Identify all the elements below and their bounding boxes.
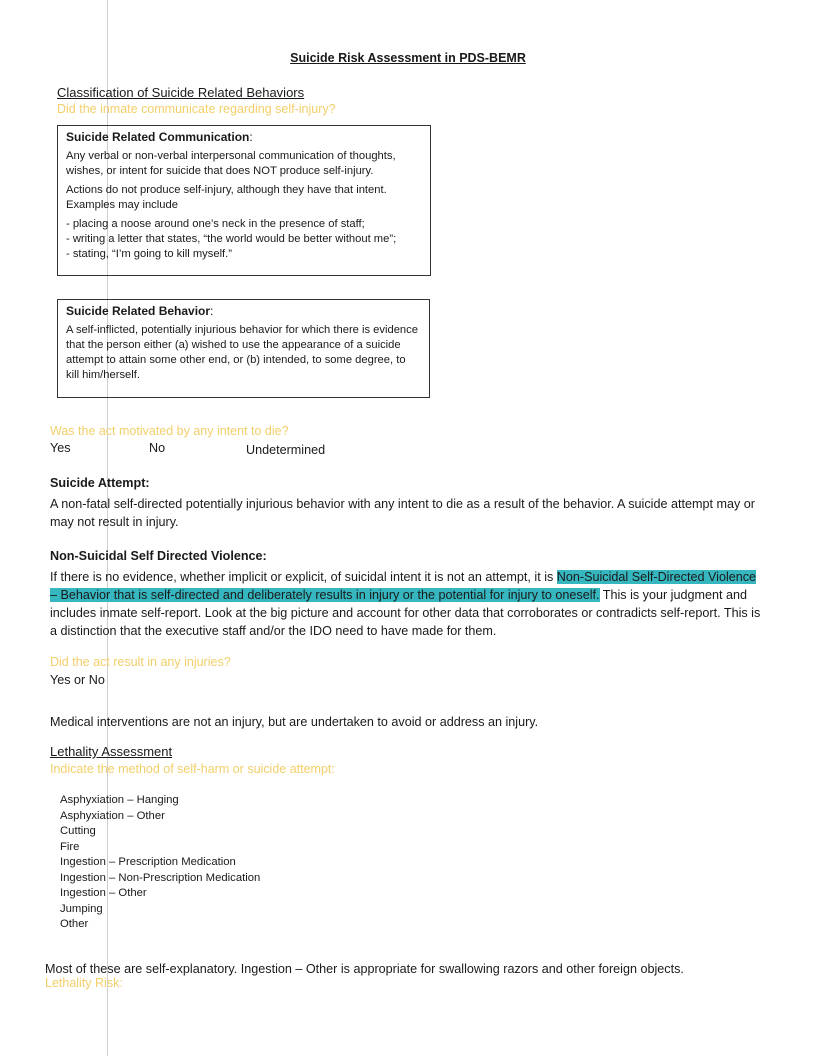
example-item: - writing a letter that states, “the world would be better without me”; xyxy=(66,233,397,245)
highlighted-definition: Non-Suicidal Self-Directed Violence – Behavior that is self-directed and deliberately results in injury or the potential for injury to oneself. xyxy=(50,570,757,602)
prompt-communicate: Did the inmate communicate regarding self-injury? xyxy=(57,102,336,116)
suicide-attempt-body: A non-fatal self-directed potentially injurious behavior with any intent to die as a result of the behavior. A suicide attempt may or may not result in injury. xyxy=(50,497,755,529)
box-definition: A self-inflicted, potentially injurious behavior for which there is evidence that the person either (a) wished to use the appearance of a suicide attempt to attain some other end, or (b) intended, to some degree, to kill him/herself. xyxy=(66,324,418,381)
classification-heading: Classification of Suicide Related Behaviors xyxy=(57,85,305,100)
nssdv-heading: Non-Suicidal Self Directed Violence: xyxy=(50,549,267,563)
method-item: Ingestion – Other xyxy=(60,887,147,899)
example-item: - stating, “I’m going to kill myself.” xyxy=(66,248,232,260)
box-actions: Actions do not produce self-injury, although they have that intent. Examples may include xyxy=(66,184,387,211)
box-heading: Suicide Related Communication: xyxy=(66,130,253,144)
injury-answer: Yes or No xyxy=(50,673,105,687)
medical-note: Medical interventions are not an injury, but are undertaken to avoid or address an injury. xyxy=(50,715,539,729)
page-title: Suicide Risk Assessment in PDS-BEMR xyxy=(290,51,526,65)
box-definition: Any verbal or non-verbal interpersonal communication of thoughts, wishes, or intent for suicide that does NOT produce self-injury. xyxy=(66,150,396,177)
option-yes: Yes xyxy=(50,441,71,455)
method-item: Cutting xyxy=(60,825,96,837)
box-heading: Suicide Related Behavior: xyxy=(66,304,214,318)
suicide-related-behavior-box xyxy=(57,299,430,398)
method-item: Asphyxiation – Other xyxy=(60,809,165,822)
suicide-attempt-heading: Suicide Attempt: xyxy=(50,476,150,490)
method-item: Asphyxiation – Hanging xyxy=(60,794,179,806)
closing-note: Most of these are self-explanatory. Ingestion – Other is appropriate for swallowing razors and other foreign objects. xyxy=(45,962,684,976)
option-no: No xyxy=(149,441,166,455)
prompt-intent-to-die: Was the act motivated by any intent to die? xyxy=(50,424,289,438)
method-item: Fire xyxy=(60,840,80,853)
lethality-heading: Lethality Assessment xyxy=(50,744,173,759)
prompt-injuries: Did the act result in any injuries? xyxy=(50,655,231,669)
suicide-related-communication-box xyxy=(57,125,431,276)
method-item: Ingestion – Prescription Medication xyxy=(60,856,236,868)
option-undetermined: Undetermined xyxy=(246,443,326,457)
method-item: Ingestion – Non-Prescription Medication xyxy=(60,871,261,884)
prompt-lethality-risk: Lethality Risk: xyxy=(45,976,123,990)
method-item: Jumping xyxy=(60,902,103,915)
method-list xyxy=(60,793,260,933)
method-item: Other xyxy=(60,918,89,930)
prompt-method: Indicate the method of self-harm or suicide attempt: xyxy=(50,762,335,776)
nssdv-body: If there is no evidence, whether implicit or explicit, of suicidal intent it is not an attempt, it is Non-Suicidal Self-Directed Violence – Behavior that is self-directed and deliberately results in injury or the potential for injury to oneself. This is your judgment and includes inmate self-report. Look at the big picture and account for other data that corroborates or contradicts self-report. This is a distinction that the executive staff and/or the IDO need to have made for them. xyxy=(50,570,761,638)
example-item: - placing a noose around one’s neck in the presence of staff; xyxy=(66,218,365,230)
